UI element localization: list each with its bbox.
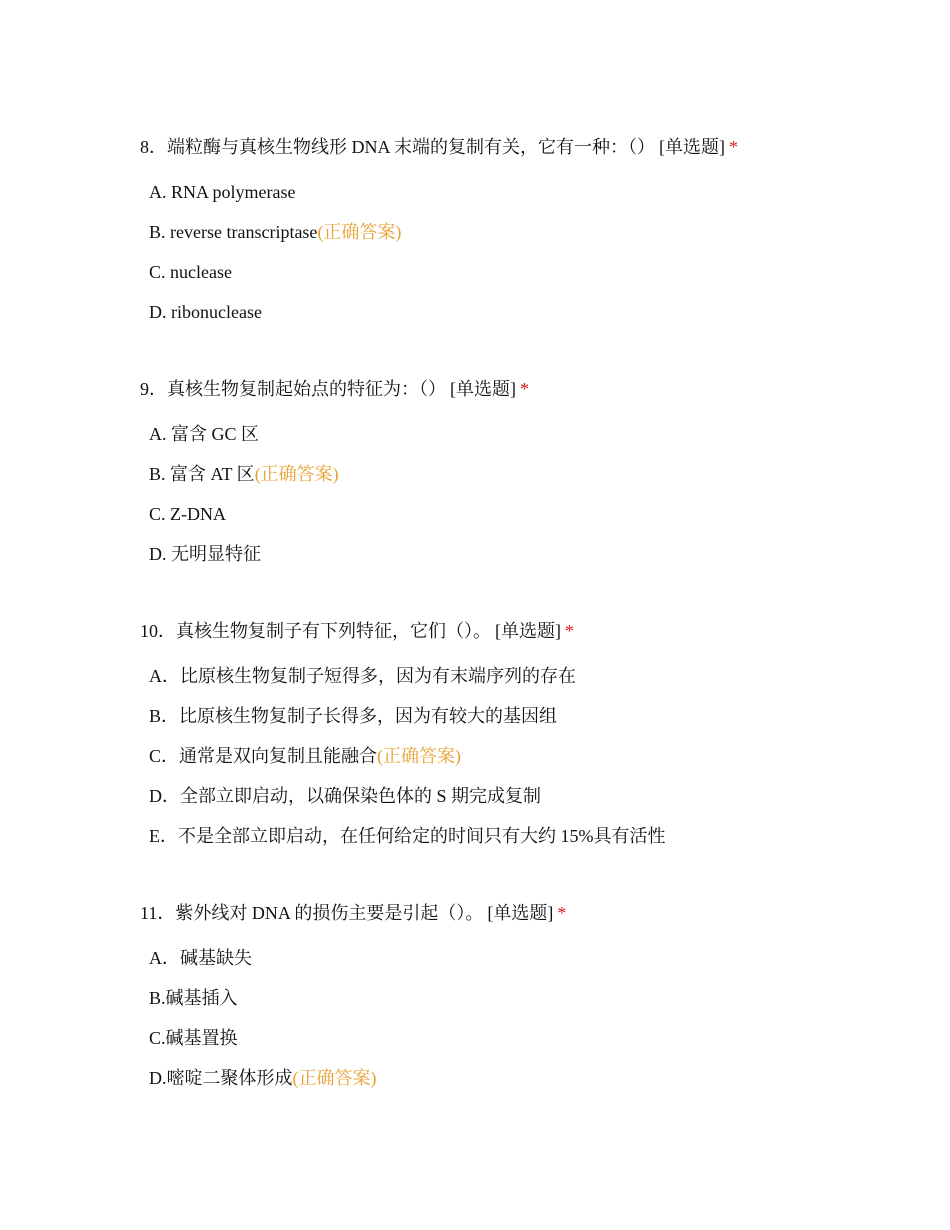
question-text: 真核生物复制起始点的特征为：（） — [167, 379, 446, 399]
option-c — [149, 744, 909, 768]
question-type-label: [单选题] — [487, 903, 554, 923]
question-number: 11． — [140, 903, 176, 923]
question-8 — [140, 135, 900, 340]
correct-answer-label: (正确答案) — [292, 1068, 377, 1088]
required-marker: * — [729, 137, 739, 157]
option-text: A. 富含 GC 区 — [149, 424, 260, 444]
option-text: B.碱基插入 — [149, 988, 238, 1008]
question-10 — [140, 619, 900, 864]
option-text: B. reverse transcriptase — [149, 222, 318, 242]
question-text: 紫外线对 DNA 的损伤主要是引起（）。 — [175, 903, 484, 923]
option-list — [149, 664, 909, 848]
option-text: B．比原核生物复制子长得多，因为有较大的基因组 — [149, 706, 558, 726]
option-text: A. RNA polymerase — [149, 182, 296, 202]
option-c — [149, 260, 909, 284]
option-text: A．碱基缺失 — [149, 948, 252, 968]
option-c — [149, 1026, 909, 1050]
option-text: D. 无明显特征 — [149, 544, 261, 564]
required-marker: * — [520, 379, 529, 399]
required-marker: * — [565, 621, 574, 641]
question-title — [140, 619, 900, 643]
option-e — [149, 824, 909, 848]
question-type-label: [单选题] — [495, 621, 561, 641]
question-title — [140, 901, 900, 925]
option-text: D．全部立即启动，以确保染色体的 S 期完成复制 — [149, 786, 542, 806]
option-b — [149, 704, 909, 728]
option-list — [149, 180, 909, 324]
option-text: E．不是全部立即启动，在任何给定的时间只有大约 15%具有活性 — [149, 826, 666, 846]
option-list — [149, 946, 909, 1090]
option-text: C. nuclease — [149, 262, 232, 282]
correct-answer-label: (正确答案) — [254, 464, 339, 484]
question-text: 端粒酶与真核生物线形 DNA 末端的复制有关，它有一种：（） — [167, 137, 656, 157]
question-title — [140, 135, 900, 159]
option-a — [149, 422, 909, 446]
option-a — [149, 946, 909, 970]
correct-answer-label: (正确答案) — [317, 222, 402, 242]
option-text: C.碱基置换 — [149, 1028, 238, 1048]
option-text: D.嘧啶二聚体形成 — [149, 1068, 293, 1088]
question-9 — [140, 377, 900, 582]
option-b — [149, 220, 909, 244]
option-a — [149, 664, 909, 688]
option-b — [149, 462, 909, 486]
option-c — [149, 502, 909, 526]
question-text: 真核生物复制子有下列特征，它们（）。 — [176, 621, 491, 641]
option-text: A．比原核生物复制子短得多，因为有末端序列的存在 — [149, 666, 576, 686]
required-marker: * — [557, 903, 567, 923]
option-b — [149, 986, 909, 1010]
correct-answer-label: (正确答案) — [377, 746, 462, 766]
option-d — [149, 300, 909, 324]
question-title — [140, 377, 900, 401]
option-text: D. ribonuclease — [149, 302, 262, 322]
question-number: 10． — [140, 621, 176, 641]
option-d — [149, 784, 909, 808]
option-list — [149, 422, 909, 566]
question-type-label: [单选题] — [659, 137, 726, 157]
option-a — [149, 180, 909, 204]
question-type-label: [单选题] — [450, 379, 516, 399]
question-number: 9． — [140, 379, 167, 399]
question-number: 8． — [140, 137, 167, 157]
option-d — [149, 1066, 909, 1090]
option-text: C．通常是双向复制且能融合 — [149, 746, 378, 766]
option-text: C. Z-DNA — [149, 504, 226, 524]
question-11 — [140, 901, 900, 1106]
option-d — [149, 542, 909, 566]
option-text: B. 富含 AT 区 — [149, 464, 255, 484]
